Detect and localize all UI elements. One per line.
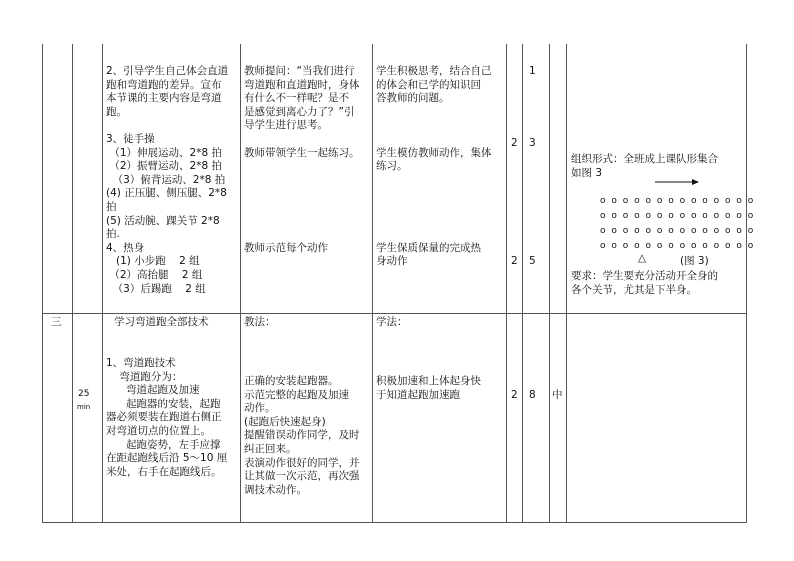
row1-student-method: 学生积极思考，结合自己 的体会和已学的知识回 答教师的问题。 学生模仿教师动作，集体 练习。 学生保质保量的完成热 身动作 xyxy=(376,65,492,268)
grid-line xyxy=(102,44,103,523)
row1-teacher-method: 教师提问：“当我们进行 弯道跑和直道跑时，身体 有什么不一样呢？是不 是感觉到离心力了？”引 导学生进行思考。 教师带领学生一起练习。 教师示范每个动作 xyxy=(244,65,360,254)
row2-intensity: 中 xyxy=(552,389,563,401)
row1-count-a: 2 xyxy=(511,137,518,149)
row1-count-a2: 2 xyxy=(511,255,518,267)
row1-count-c: 1 xyxy=(529,65,536,77)
grid-line xyxy=(522,44,523,523)
grid-line xyxy=(72,44,73,523)
grid-line xyxy=(42,313,747,314)
grid-line xyxy=(549,44,550,523)
teacher-position-icon: △ xyxy=(638,252,647,264)
requirement-text: 要求：学生要充分活动开全身的 各个关节，尤其是下半身。 xyxy=(571,270,718,296)
organization-text: 组织形式：全班成上课队形集合 如图 3 xyxy=(571,153,718,179)
row2-content: 1、弯道跑技术 弯道跑分为： 弯道起跑及加速 起跑器的安装，起跑 器必须要装在跑道右侧正 对弯道切点的位置上。 起跑姿势，左手应撑 在距起跑线后沿 5～10 厘 米处，右手在起跑线后。 xyxy=(106,357,228,478)
row2-time: 25 xyxy=(78,389,90,399)
row2-teacher-method: 正确的安装起跑器。 示范完整的起跑及加速 动作。 (起跑后快速起身) 提醒错误动作同学，及时 纠正回来。 表演动作很好的同学，并 让其做一次示范，再次强 调技术动作。 xyxy=(244,375,360,496)
arrow-icon xyxy=(654,178,700,186)
grid-line xyxy=(506,44,507,523)
row1-count-b: 3 xyxy=(529,137,536,149)
row2-teacher-head: 教法： xyxy=(244,316,276,328)
row2-count-b: 8 xyxy=(529,389,536,401)
row2-part-number: 三 xyxy=(51,316,62,328)
formation-row: o o o o o o o o o o o o o o xyxy=(600,226,755,236)
grid-line xyxy=(42,44,43,523)
row1-count-b2: 5 xyxy=(529,255,536,267)
row2-time-unit: min xyxy=(77,403,91,411)
row2-student-method: 积极加速和上体起身快 于知道起跑加速跑 xyxy=(376,375,481,401)
grid-line xyxy=(240,44,241,523)
formation-row: o o o o o o o o o o o o o o xyxy=(600,241,755,251)
grid-line xyxy=(746,44,747,523)
formation-row: o o o o o o o o o o o o o o xyxy=(600,196,755,206)
figure-label: (图 3) xyxy=(680,255,709,267)
formation-row: o o o o o o o o o o o o o o xyxy=(600,211,755,221)
grid-line xyxy=(566,44,567,523)
row2-count-a: 2 xyxy=(511,389,518,401)
row2-title: 学习弯道跑全部技术 xyxy=(114,316,209,328)
grid-line xyxy=(42,522,747,523)
row1-content: 2、引导学生自己体会直道 跑和弯道跑的差异。宣布 本节课的主要内容是弯道 跑。 3、徒手操 （1）伸展运动、2*8 拍 （2）振臂运动、2*8 拍 （3）俯背运动、2*8 拍 (4) 正压腿、侧压腿、2*8 拍 (5) 活动腕、踝关节 2*8 拍. 4、热身 (1) 小步跑 2 组 （2）高抬腿 2 组 （3）后踢跑 2 组 xyxy=(106,65,229,295)
row2-student-head: 学法： xyxy=(376,316,408,328)
grid-line xyxy=(372,44,373,523)
